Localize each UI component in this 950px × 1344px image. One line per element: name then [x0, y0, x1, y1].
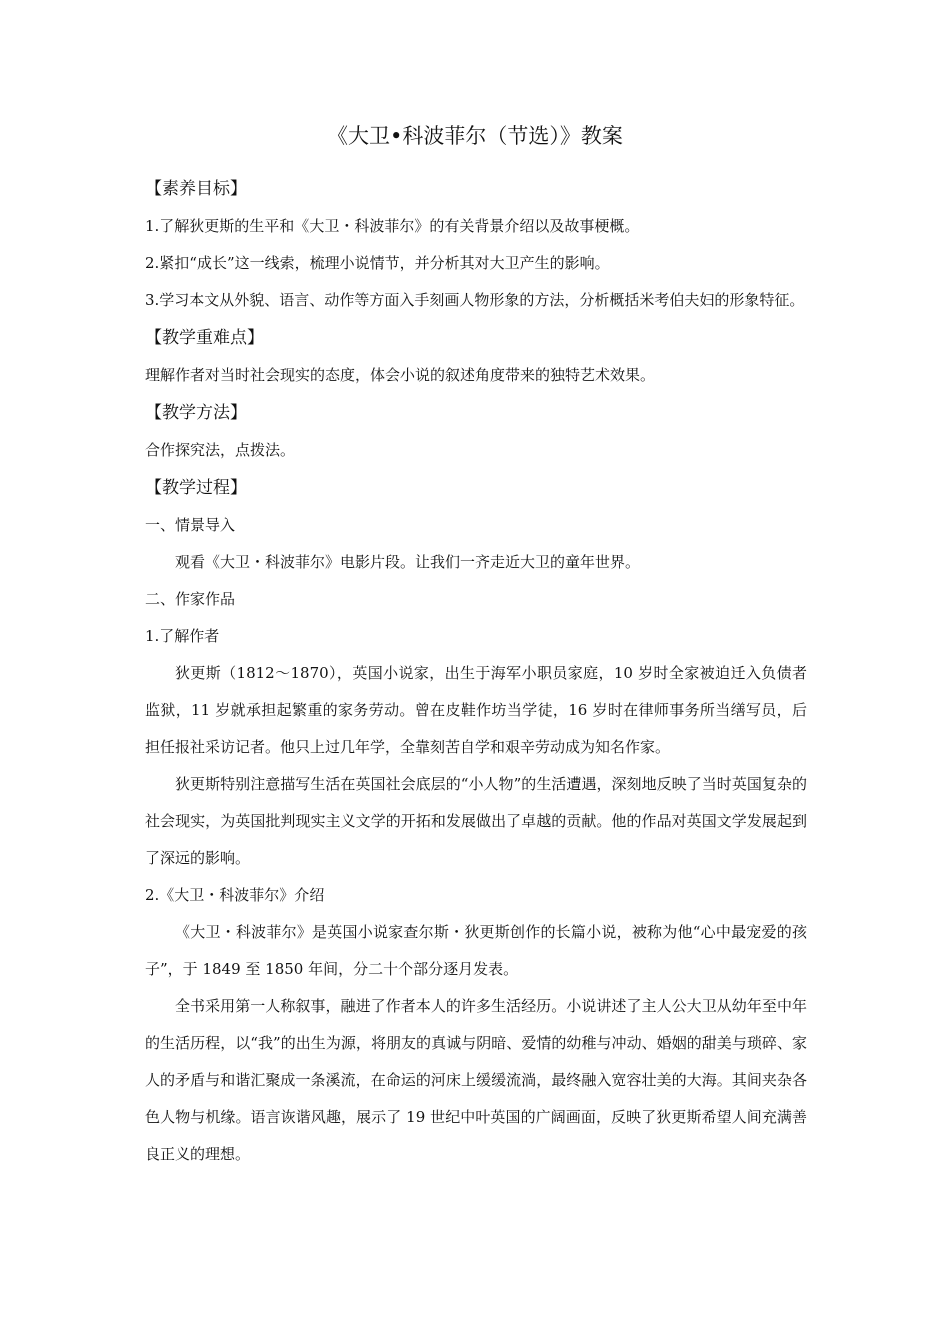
process-part1-text: 观看《大卫・科波菲尔》电影片段。让我们一齐走近大卫的童年世界。 [175, 553, 641, 571]
goal-item-3: 3.学习本文从外貌、语言、动作等方面入手刻画人物形象的方法，分析概括米考伯夫妇的形象特征。 [145, 291, 805, 309]
author-paragraph-1: 狄更斯（1812～1870），英国小说家，出生于海军小职员家庭，10 岁时全家被迫迁入负债者监狱，11 岁就承担起繁重的家务劳动。曾在皮鞋作坊当学徒，16 岁时在律师事务所当缮写员，后担任报社采访记者。他只上过几年学，全靠刻苦自学和艰辛劳动成为知名作家。 [145, 664, 807, 756]
section-heading-methods: 【教学方法】 [145, 403, 247, 423]
process-part1-title: 一、情景导入 [145, 516, 236, 534]
methods-text: 合作探究法，点拨法。 [145, 441, 296, 459]
novel-subheading: 2.《大卫・科波菲尔》介绍 [145, 886, 325, 904]
document-title: 《大卫•科波菲尔（节选）》教案 [327, 124, 623, 148]
document-body [145, 170, 807, 1173]
key-points-text: 理解作者对当时社会现实的态度，体会小说的叙述角度带来的独特艺术效果。 [145, 366, 656, 384]
section-heading-key-points: 【教学重难点】 [145, 328, 264, 348]
novel-paragraph-2: 全书采用第一人称叙事，融进了作者本人的许多生活经历。小说讲述了主人公大卫从幼年至中年的生活历程，以“我”的出生为源，将朋友的真诚与阴暗、爱情的幼稚与冲动、婚姻的甜美与琐碎、家人的矛盾与和谐汇聚成一条溪流，在命运的河床上缓缓流淌，最终融入宽容壮美的大海。其间夹杂各色人物与机缘。语言诙谐风趣，展示了 19 世纪中叶英国的广阔画面，反映了狄更斯希望人间充满善良正义的理想。 [145, 997, 807, 1163]
author-subheading: 1.了解作者 [145, 627, 220, 645]
goal-item-2: 2.紧扣“成长”这一线索，梳理小说情节，并分析其对大卫产生的影响。 [145, 254, 610, 272]
author-paragraph-2: 狄更斯特别注意描写生活在英国社会底层的“小人物”的生活遭遇，深刻地反映了当时英国复杂的社会现实，为英国批判现实主义文学的开拓和发展做出了卓越的贡献。他的作品对英国文学发展起到了深远的影响。 [145, 775, 807, 867]
novel-paragraph-1: 《大卫・科波菲尔》是英国小说家查尔斯・狄更斯创作的长篇小说，被称为他“心中最宠爱的孩子”，于 1849 至 1850 年间，分二十个部分逐月发表。 [145, 923, 807, 978]
process-part2-title: 二、作家作品 [145, 590, 236, 608]
section-heading-goals: 【素养目标】 [145, 179, 247, 199]
goal-item-1: 1.了解狄更斯的生平和《大卫・科波菲尔》的有关背景介绍以及故事梗概。 [145, 217, 640, 235]
section-heading-process: 【教学过程】 [145, 478, 247, 498]
